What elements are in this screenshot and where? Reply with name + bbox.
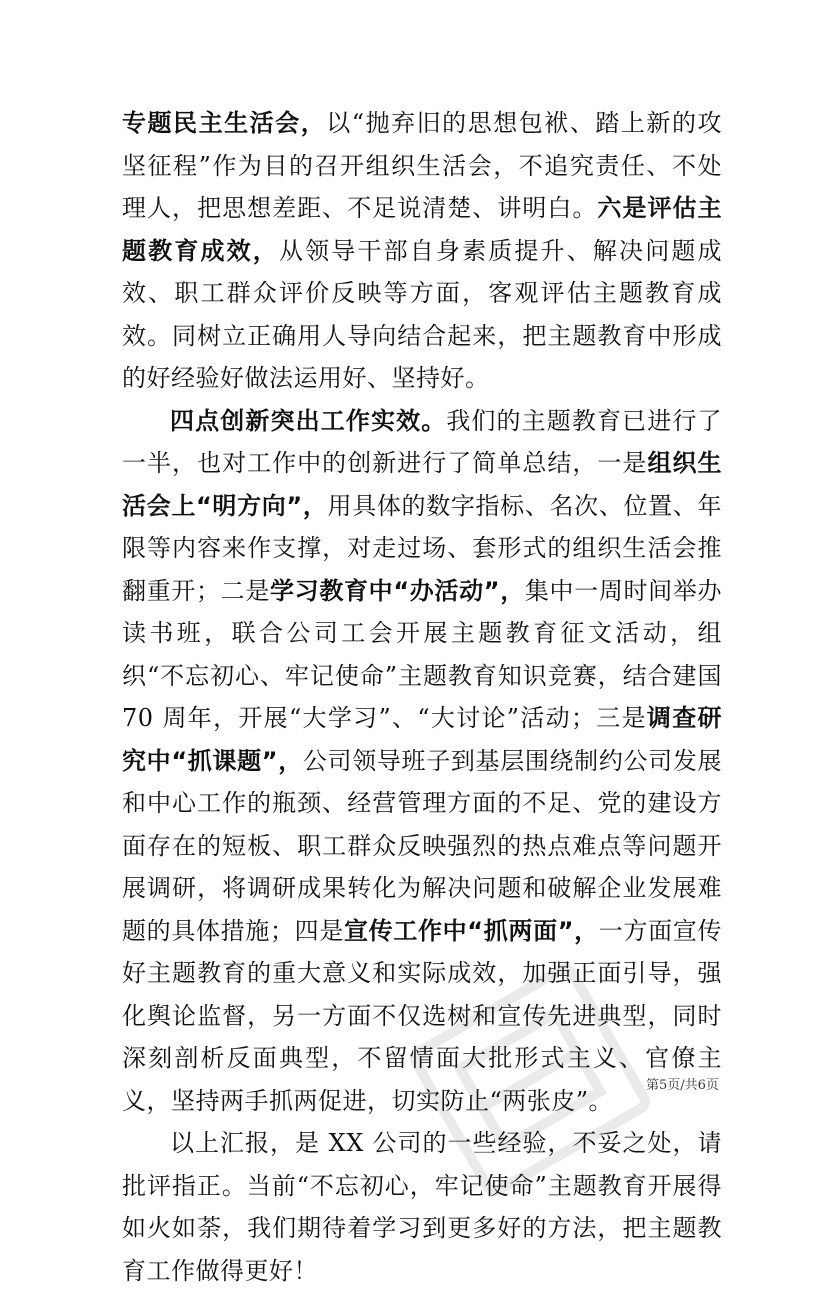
text-run: 我们的主题教育已进行了一半，也对工作中的创新进行了简单总结，一是 bbox=[122, 406, 723, 477]
text-run: 以“抛弃旧的思想包袱、踏上新的攻坚征程”作为目的召开组织生活会，不追究责任、不处理人，把思想差距、不足说清楚、讲明白。 bbox=[122, 109, 722, 222]
text-run: 用具体的数字指标、名次、位置、年限等内容来作支撑，对走过场、套形式的组织生活会推翻重开；二是 bbox=[122, 491, 723, 605]
bold-text-run: 四点创新突出工作实效。 bbox=[170, 406, 447, 435]
body-text bbox=[122, 102, 722, 1292]
paragraph bbox=[122, 102, 722, 400]
paragraph bbox=[122, 1122, 722, 1292]
page-number: 第5页/共6页 bbox=[646, 1078, 719, 1093]
bold-text-run: 六是评估主题教育成效， bbox=[122, 194, 723, 265]
text-run: 以上汇报，是 XX 公司的一些经验，不妥之处，请批评指正。当前“不忘初心，牢记使命”主题教育开展得如火如荼，我们期待着学习到更多好的方法，把主题教育工作做得更好！ bbox=[122, 1129, 722, 1285]
bold-text-run: 调查研究中“抓课题”， bbox=[122, 704, 722, 775]
text-run: 一方面宣传好主题教育的重大意义和实际成效，加强正面引导，强化舆论监督，另一方面不仅选树和宣传先进典型，同时深刻剖析反面典型，不留情面大批形式主义、官僚主义，坚持两手抓两促进，切实防止“两张皮”。 bbox=[122, 916, 723, 1115]
text-run: 从领导干部自身素质提升、解决问题成效、职工群众评价反映等方面，客观评估主题教育成效。同树立正确用人导向结合起来，把主题教育中形成的好经验好做法运用好、坚持好。 bbox=[122, 236, 723, 392]
text-run: 集中一周时间举办读书班，联合公司工会开展主题教育征文活动，组织“不忘初心、牢记使命”主题教育知识竞赛，结合建国 70 周年，开展“大学习”、“大讨论”活动；三是 bbox=[122, 576, 723, 732]
bold-text-run: 宣传工作中“抓两面”， bbox=[343, 916, 599, 945]
bold-text-run: 组织生活会上“明方向”， bbox=[122, 449, 723, 520]
paragraph bbox=[122, 400, 722, 1123]
text-run: 公司领导班子到基层围绕制约公司发展和中心工作的瓶颈、经营管理方面的不足、党的建设方面存在的短板、职工群众反映强烈的热点难点等问题开展调研，将调研成果转化为解决问题和破解企业发展难题的具体措施；四是 bbox=[122, 746, 723, 945]
bold-text-run: 学习教育中“办活动”， bbox=[270, 576, 525, 605]
bold-text-run: 专题民主生活会， bbox=[122, 109, 327, 137]
